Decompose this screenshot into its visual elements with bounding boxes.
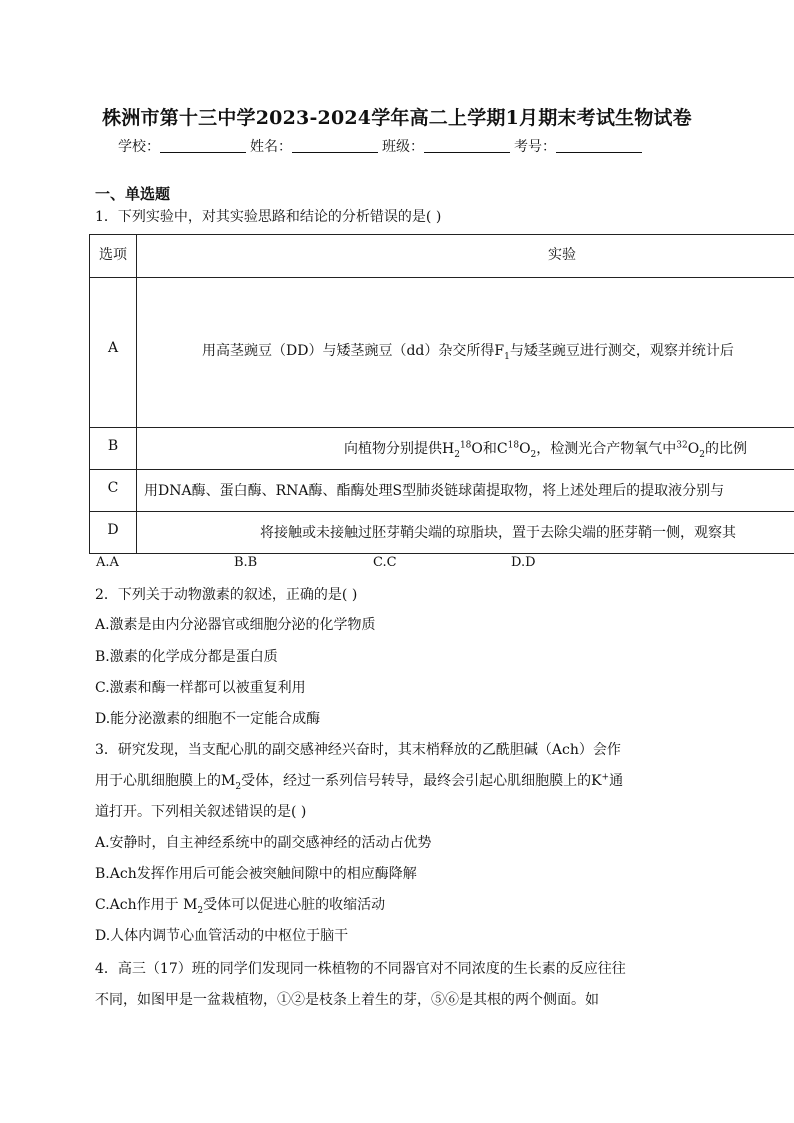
q3-option-b[interactable]: B.Ach发挥作用后可能会被突触间隙中的相应酶降解 (95, 866, 417, 882)
name-blank[interactable] (292, 138, 378, 153)
q2-option-b[interactable]: B.激素的化学成分都是蛋白质 (95, 649, 278, 665)
q3-line-2: 用于心肌细胞膜上的$M_2$受体，经过一系列信号转导，最终会引起心肌细胞膜上的K+通 (95, 772, 624, 792)
q1-table (89, 234, 794, 554)
row-text-c: 用DNA酶、蛋白酶、RNA酶、酯酶处理S型肺炎链球菌提取物，将上述处理后的提取液分别与 (144, 483, 725, 499)
table-row (90, 512, 794, 553)
q1-option-d[interactable]: D.D (511, 555, 536, 570)
q3-line-3: 道打开。下列相关叙述错误的是( ) (95, 804, 307, 820)
q1-option-a[interactable]: A.A (96, 555, 119, 570)
row-label-c: C (107, 480, 119, 496)
q3-option-c[interactable]: C.Ach作用于 $M_2$受体可以促进心脏的收缩活动 (95, 897, 386, 916)
q4-line-2: 不同，如图甲是一盆栽植物，①②是枝条上着生的芽，⑤⑥是其根的两个侧面。如 (95, 992, 599, 1008)
header-option-cell: 选项 (99, 247, 127, 263)
q2-option-a[interactable]: A.激素是由内分泌器官或细胞分泌的化学物质 (95, 617, 376, 633)
q3-option-a[interactable]: A.安静时，自主神经系统中的副交感神经的活动占优势 (95, 835, 432, 851)
row-label-b: B (107, 438, 119, 454)
row-label-a: A (107, 340, 119, 356)
school-blank[interactable] (160, 138, 246, 153)
q3-option-d[interactable]: D.人体内调节心血管活动的中枢位于脑干 (95, 928, 349, 944)
q2-stem: 2．下列关于动物激素的叙述，正确的是( ) (95, 587, 358, 603)
student-info-line (118, 136, 646, 156)
number-blank[interactable] (556, 138, 642, 153)
q1-option-c[interactable]: C.C (373, 555, 397, 570)
q3-line-1: 3．研究发现，当支配心肌的副交感神经兴奋时，其末梢释放的乙酰胆碱（Ach）会作 (95, 742, 621, 758)
section-heading: 一、单选题 (95, 185, 171, 203)
q4-line-1: 4．高三（17）班的同学们发现同一株植物的不同器官对不同浓度的生长素的反应往往 (95, 961, 626, 977)
number-label: 考号： (514, 139, 556, 155)
name-label: 姓名： (250, 139, 292, 155)
q2-option-d[interactable]: D.能分泌激素的细胞不一定能合成酶 (95, 711, 321, 727)
row-label-d: D (107, 522, 119, 538)
header-experiment-cell: 实验 (548, 247, 576, 263)
row-text-b: 向植物分别提供$H_2^{18}O$和$C^{18}O_2$，检测光合产物氧气中$^{32}O_2$的比例 (344, 440, 747, 460)
table-row (90, 428, 794, 470)
table-header-row (90, 235, 794, 278)
table-row (90, 470, 794, 512)
school-label: 学校： (118, 139, 160, 155)
class-label: 班级： (382, 139, 424, 155)
page-title: 株洲市第十三中学2023-2024学年高二上学期1月期末考试生物试卷 (102, 107, 692, 129)
q1-stem: 1．下列实验中，对其实验思路和结论的分析错误的是( ) (95, 209, 442, 225)
class-blank[interactable] (424, 138, 510, 153)
row-text-d: 将接触或未接触过胚芽鞘尖端的琼脂块，置于去除尖端的胚芽鞘一侧，观察其 (260, 525, 736, 541)
q1-option-b[interactable]: B.B (234, 555, 258, 570)
q2-option-c[interactable]: C.激素和酶一样都可以被重复利用 (95, 680, 306, 696)
row-text-a: 用高茎豌豆（DD）与矮茎豌豆（dd）杂交所得$F_1$与矮茎豌豆进行测交，观察并统计后 (202, 343, 734, 362)
table-row (90, 278, 794, 428)
